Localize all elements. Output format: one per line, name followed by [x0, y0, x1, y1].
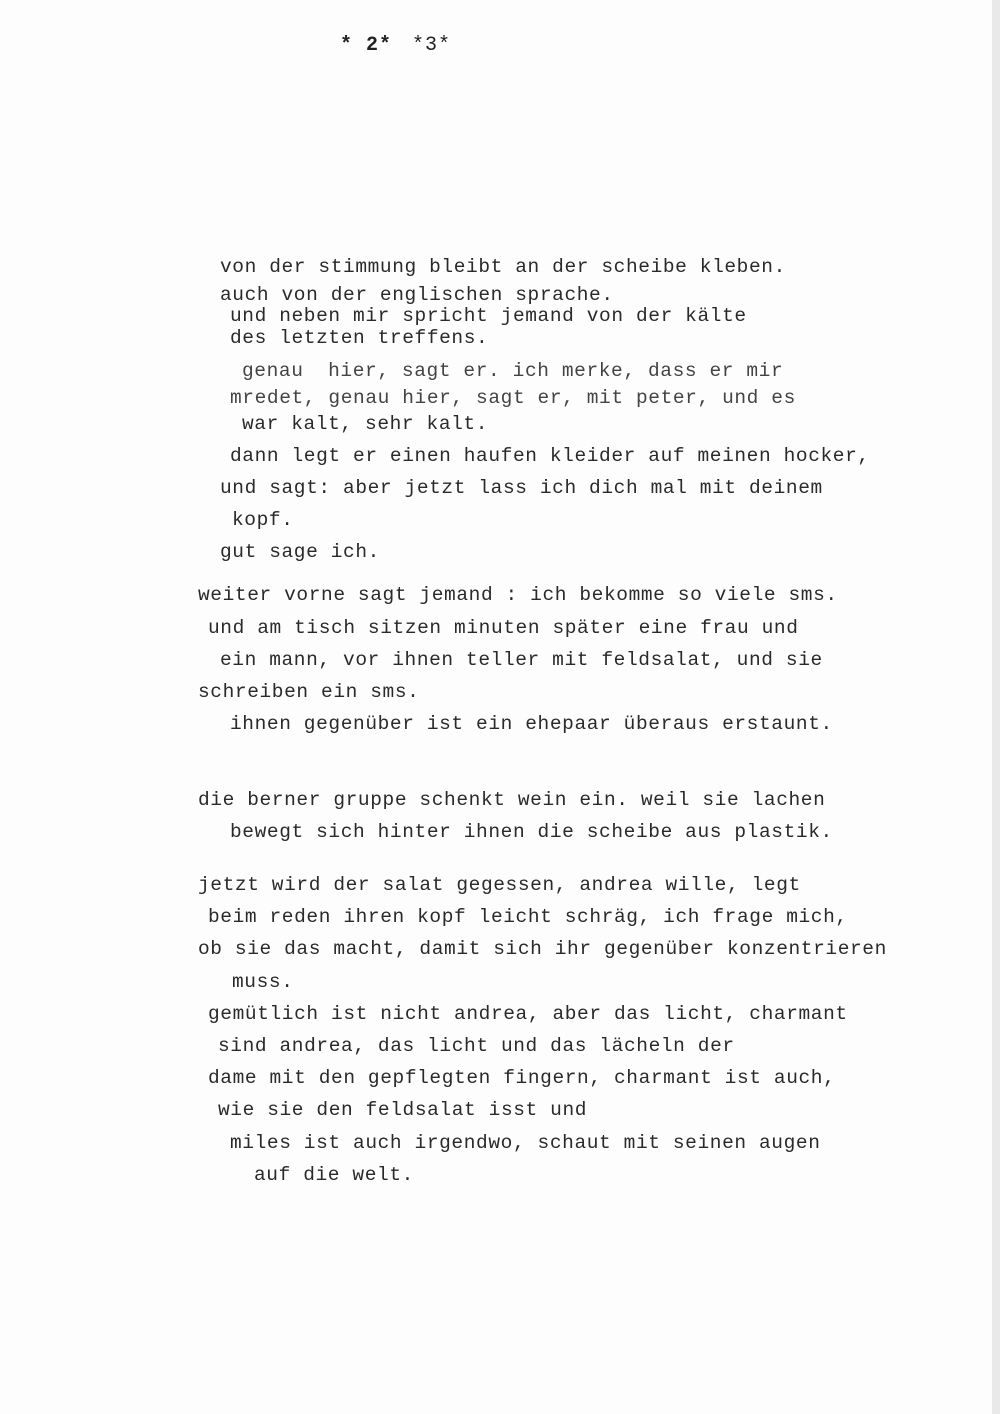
poem-line: und sagt: aber jetzt lass ich dich mal mit deinem [220, 477, 823, 499]
poem-line: beim reden ihren kopf leicht schräg, ich frage mich, [208, 906, 848, 928]
poem-line: sind andrea, das licht und das lächeln der [218, 1035, 735, 1057]
poem-line: und am tisch sitzen minuten später eine frau und [208, 617, 799, 639]
current-page-number: *3* [412, 34, 452, 57]
poem-line: bewegt sich hinter ihnen die scheibe aus plastik. [230, 821, 833, 843]
poem-line: war kalt, sehr kalt. [242, 413, 489, 435]
poem-line: kopf. [232, 509, 294, 531]
poem-line: ein mann, vor ihnen teller mit feldsalat, und sie [220, 649, 823, 671]
poem-line: von der stimmung bleibt an der scheibe kleben. [220, 256, 786, 278]
poem-line: die berner gruppe schenkt wein ein. weil sie lachen [198, 789, 826, 811]
poem-line: auf die welt. [254, 1164, 414, 1186]
poem-line: und neben mir spricht jemand von der kälte [230, 305, 747, 327]
poem-line: muss. [232, 971, 294, 993]
poem-line: ihnen gegenüber ist ein ehepaar überaus erstaunt. [230, 713, 833, 735]
poem-line: wie sie den feldsalat isst und [218, 1099, 588, 1121]
poem-line: genau hier, sagt er. ich merke, dass er mir [242, 360, 784, 382]
poem-line: miles ist auch irgendwo, schaut mit seinen augen [230, 1132, 821, 1154]
poem-line: mredet, genau hier, sagt er, mit peter, und es [230, 387, 796, 409]
poem-line: gemütlich ist nicht andrea, aber das licht, charmant [208, 1003, 848, 1025]
poem-line: dann legt er einen haufen kleider auf meinen hocker, [230, 445, 870, 467]
poem-line: jetzt wird der salat gegessen, andrea wille, legt [198, 874, 801, 896]
poem-line: auch von der englischen sprache. [220, 284, 614, 306]
page-number [340, 34, 451, 57]
struck-page-number: * 2* [340, 34, 393, 57]
poem-line: dame mit den gepflegten fingern, charmant ist auch, [208, 1067, 836, 1089]
poem-line: ob sie das macht, damit sich ihr gegenüber konzentrieren [198, 938, 887, 960]
poem-line: schreiben ein sms. [198, 681, 420, 703]
poem-line: des letzten treffens. [230, 327, 489, 349]
poem-line: gut sage ich. [220, 541, 380, 563]
poem-line: weiter vorne sagt jemand : ich bekomme so viele sms. [198, 584, 838, 606]
